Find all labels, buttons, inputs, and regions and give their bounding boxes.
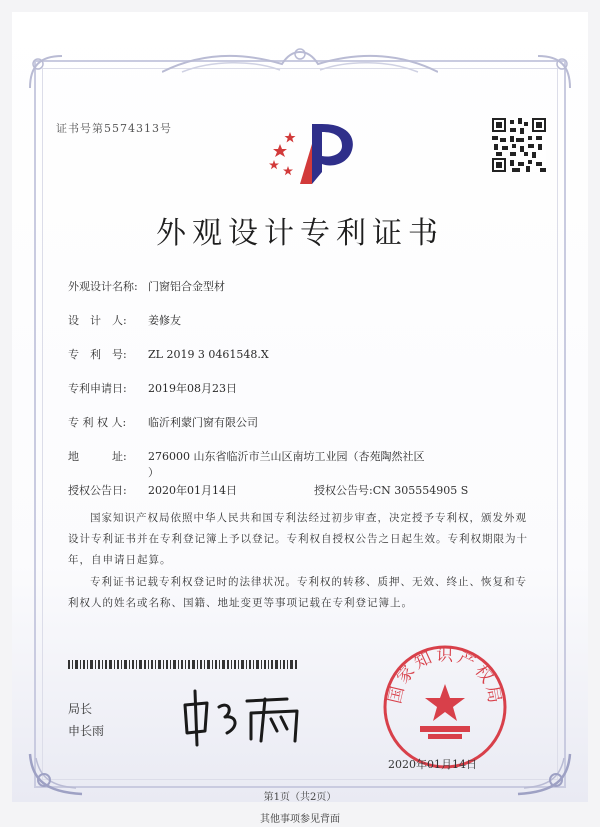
design-name-row bbox=[68, 278, 225, 294]
top-ornament bbox=[162, 42, 438, 78]
paragraph-legal-line2: 利权人的姓名或名称、国籍、地址变更等事项记载在专利登记簿上。 bbox=[68, 597, 413, 609]
certificate-title: 外观设计专利证书 bbox=[156, 216, 444, 251]
patentee-label: 专 利 权 人: bbox=[68, 416, 127, 429]
filing-date-label: 专利申请日: bbox=[68, 382, 127, 395]
patentee-value: 临沂利蒙门窗有限公司 bbox=[148, 416, 258, 429]
designer-row bbox=[68, 312, 181, 328]
grant-number-label: 授权公告号: bbox=[314, 484, 373, 497]
paragraph-legal-line1: 专利证书记载专利权登记时的法律状况。专利权的转移、质押、无效、终止、恢复和专 bbox=[90, 576, 527, 588]
design-name-value: 门窗铝合金型材 bbox=[148, 280, 225, 293]
paragraph-grant bbox=[68, 508, 552, 571]
handwritten-signature bbox=[177, 687, 327, 747]
grant-number-group bbox=[314, 482, 468, 498]
certificate-page bbox=[12, 12, 588, 802]
certificate-number: 证书号第5574313号 bbox=[56, 122, 172, 135]
designer-label: 设 计 人: bbox=[68, 314, 127, 327]
design-name-label: 外观设计名称: bbox=[68, 280, 138, 293]
patent-number-row bbox=[68, 346, 269, 362]
patent-number-label: 专 利 号: bbox=[68, 348, 127, 361]
grant-number-value: CN 305554905 S bbox=[372, 484, 469, 497]
patentee-row bbox=[68, 414, 258, 430]
paragraph-grant-line1: 国家知识产权局依照中华人民共和国专利法经过初步审查，决定授予专利权，颁发外观 bbox=[90, 512, 527, 524]
barcode-icon bbox=[68, 660, 298, 669]
grant-date-value: 2020年01月14日 bbox=[148, 484, 237, 497]
official-seal bbox=[380, 642, 510, 772]
paragraph-grant-line3: 年，自申请日起算。 bbox=[68, 554, 172, 566]
page-indicator: 第1页（共2页） bbox=[263, 792, 337, 803]
grant-date-label: 授权公告日: bbox=[68, 484, 127, 497]
patent-number-value: ZL 2019 3 0461548.X bbox=[148, 348, 269, 361]
paragraph-legal bbox=[68, 572, 552, 614]
designer-value: 姜修友 bbox=[148, 314, 181, 327]
paragraph-grant-line2: 设计专利证书并在专利登记簿上予以登记。专利权自授权公告之日起生效。专利权期限为十 bbox=[68, 533, 528, 545]
grant-date-row bbox=[68, 482, 237, 498]
address-value-line1: 276000 山东省临沂市兰山区南坊工业园（杏苑陶然社区 bbox=[148, 450, 425, 463]
corner-ornament-tl bbox=[26, 52, 66, 92]
signatory-title: 局长 bbox=[68, 702, 93, 716]
address-label: 地 址: bbox=[68, 450, 127, 463]
footer-note: 其他事项参见背面 bbox=[260, 814, 340, 825]
address-value-line2: ） bbox=[148, 466, 159, 479]
filing-date-value: 2019年08月23日 bbox=[148, 382, 237, 395]
qr-code-icon bbox=[492, 118, 546, 172]
corner-ornament-tr bbox=[534, 52, 574, 92]
filing-date-row bbox=[68, 380, 237, 396]
seal-date: 2020年01月14日 bbox=[388, 758, 477, 771]
signatory-name: 申长雨 bbox=[68, 724, 105, 738]
seal-text: 国家知识产权局 bbox=[385, 645, 505, 708]
cnipa-emblem-icon bbox=[260, 114, 370, 188]
address-row bbox=[68, 448, 425, 464]
